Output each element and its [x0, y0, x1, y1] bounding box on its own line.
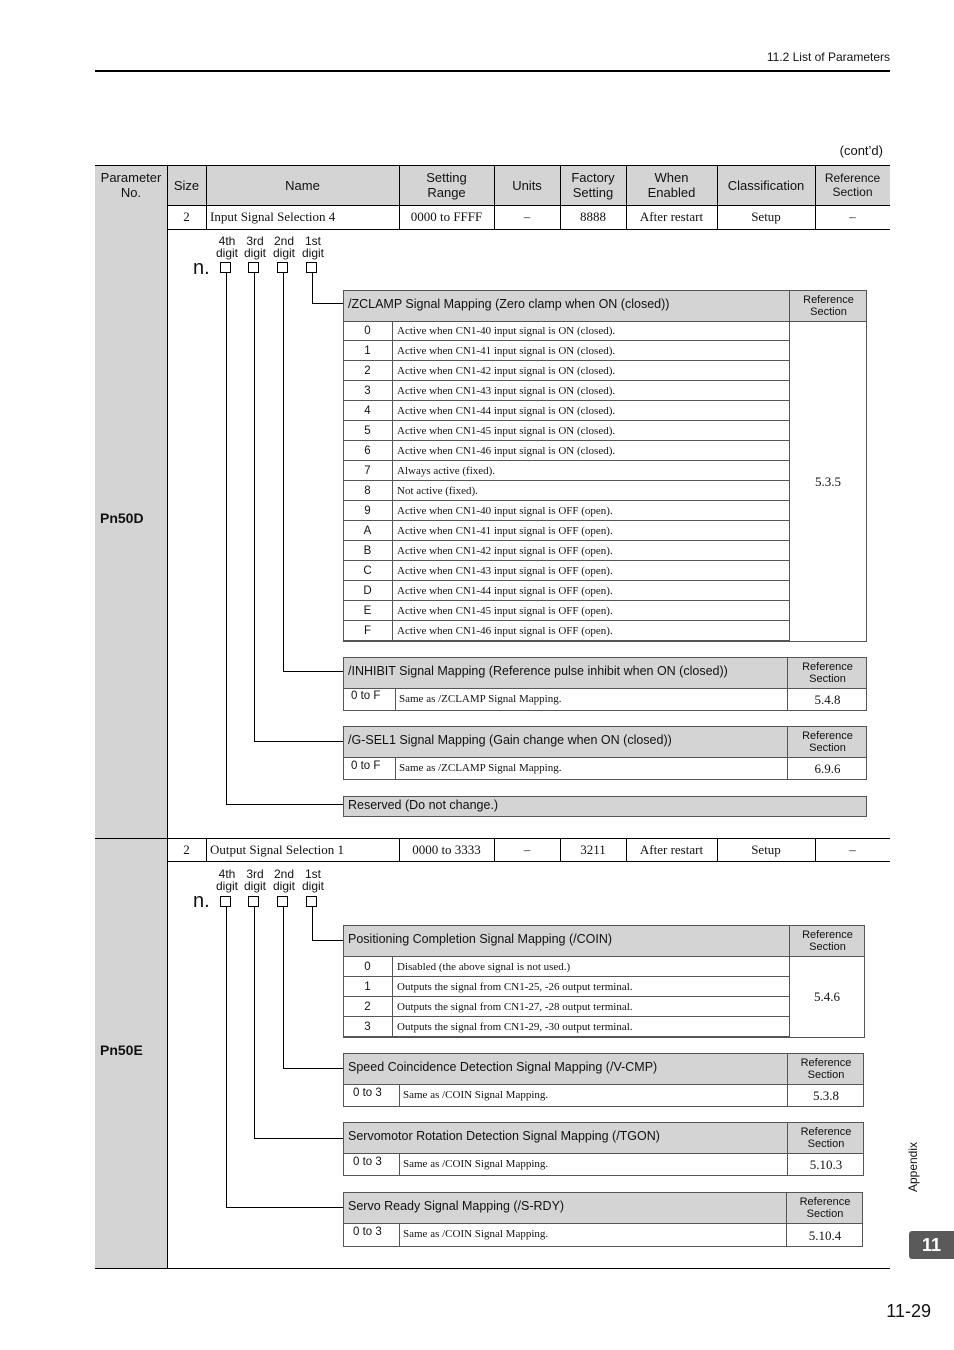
row-code: B	[343, 541, 393, 560]
coin-ref: 5.4.6	[814, 989, 840, 1004]
gsel-code: 0 to F	[351, 760, 381, 772]
tgon-title: Servomotor Rotation Detection Signal Mapping (/TGON)	[348, 1129, 660, 1143]
digit-box-1st	[306, 896, 317, 907]
tgon-ref-header: Reference Section	[800, 1126, 852, 1150]
row-code: D	[343, 581, 393, 600]
vcmp-ref-header: Reference Section	[800, 1057, 852, 1081]
digit-box-3rd	[248, 896, 259, 907]
digit-box-4th	[220, 262, 231, 273]
digit-box-4th	[220, 896, 231, 907]
row-text: Active when CN1-42 input signal is OFF (open).	[397, 544, 613, 557]
header-rule	[95, 70, 890, 72]
col-units: Units	[512, 177, 542, 193]
table-row	[343, 401, 790, 421]
param-id-pn50d: Pn50D	[100, 510, 144, 526]
row-text: Active when CN1-45 input signal is ON (closed).	[397, 424, 616, 437]
coin-ref-header: Reference Section	[802, 929, 853, 953]
digit-box-2nd	[277, 262, 288, 273]
row-text: Active when CN1-41 input signal is ON (closed).	[397, 344, 616, 357]
pn50d-classification: Setup	[751, 209, 781, 224]
row-code: F	[343, 621, 393, 640]
row-text: Active when CN1-43 input signal is OFF (open).	[397, 564, 613, 577]
col-enabled: When Enabled	[647, 170, 696, 200]
digit-label-1st: 1st digit	[301, 234, 324, 260]
inhibit-text: Same as /ZCLAMP Signal Mapping.	[399, 693, 562, 705]
row-text: Outputs the signal from CN1-27, -28 output terminal.	[397, 1000, 633, 1013]
table-row	[343, 521, 790, 541]
row-text: Always active (fixed).	[397, 464, 496, 477]
col-range: Setting Range	[426, 170, 467, 200]
pn50d-range: 0000 to FFFF	[410, 209, 483, 224]
zclamp-ref: 5.3.5	[815, 473, 841, 489]
reserved-label: Reserved (Do not change.)	[348, 798, 499, 812]
running-header: 11.2 List of Parameters	[766, 50, 890, 64]
row-code: 2	[343, 361, 393, 380]
table-row	[343, 441, 790, 461]
row-code: 2	[343, 997, 393, 1016]
table-row	[343, 481, 790, 501]
table-row	[343, 321, 790, 341]
digit-label-2nd: 2nd digit	[272, 234, 295, 260]
digit-box-3rd	[248, 262, 259, 273]
row-code: 1	[343, 977, 393, 996]
inhibit-ref-header: Reference Section	[802, 661, 853, 685]
pn50d-factory: 8888	[580, 209, 606, 224]
row-text: Active when CN1-42 input signal is ON (closed).	[397, 364, 616, 377]
pn50e-range: 0000 to 3333	[412, 841, 481, 857]
inhibit-ref: 5.4.8	[814, 692, 841, 707]
pn50e-classification: Setup	[751, 841, 781, 857]
pn50d-ref: –	[849, 209, 856, 224]
table-row	[343, 381, 790, 401]
coin-title: Positioning Completion Signal Mapping (/COIN)	[348, 932, 613, 946]
srdy-ref-header: Reference Section	[799, 1196, 851, 1220]
row-text: Disabled (the above signal is not used.)	[397, 960, 571, 973]
chapter-tab: 11	[909, 1231, 954, 1259]
table-row	[343, 421, 790, 441]
gsel-ref-header: Reference Section	[802, 730, 853, 754]
table-row	[343, 541, 790, 561]
row-code: 3	[343, 1017, 393, 1036]
inhibit-code: 0 to F	[351, 690, 381, 702]
digit-box-2nd	[277, 896, 288, 907]
col-ref: Reference Section	[824, 171, 881, 199]
digit-label-1st: 1st digit	[301, 867, 324, 893]
side-tab-label: Appendix	[906, 1141, 920, 1193]
row-code: 9	[343, 501, 393, 520]
table-row	[343, 461, 790, 481]
srdy-ref: 5.10.4	[808, 1227, 842, 1243]
pn50d-size: 2	[183, 209, 190, 224]
row-code: 6	[343, 441, 393, 460]
pn50e-size: 2	[183, 841, 190, 857]
row-code: 5	[343, 421, 393, 440]
pn50e-name: Output Signal Selection 1	[210, 841, 344, 857]
gsel-text: Same as /ZCLAMP Signal Mapping.	[399, 762, 562, 774]
zclamp-ref-header: Reference Section	[803, 294, 854, 318]
srdy-text: Same as /COIN Signal Mapping.	[403, 1228, 549, 1240]
table-row	[343, 561, 790, 581]
row-code: 1	[343, 341, 393, 360]
row-text: Active when CN1-40 input signal is OFF (open).	[397, 504, 613, 517]
row-text: Active when CN1-46 input signal is OFF (open).	[397, 624, 613, 637]
digit-label-3rd: 3rd digit	[243, 234, 266, 260]
col-classification: Classification	[727, 177, 805, 193]
row-text: Outputs the signal from CN1-25, -26 output terminal.	[397, 980, 633, 993]
row-text: Active when CN1-44 input signal is ON (closed).	[397, 404, 616, 417]
pn50d-units: –	[523, 209, 531, 224]
row-code: 3	[343, 381, 393, 400]
row-code: A	[343, 521, 393, 540]
row-text: Active when CN1-45 input signal is OFF (open).	[397, 604, 613, 617]
vcmp-text: Same as /COIN Signal Mapping.	[403, 1089, 549, 1101]
pn50e-enabled: After restart	[639, 841, 704, 857]
pn50d-name: Input Signal Selection 4	[210, 209, 336, 224]
digit-label-2nd: 2nd digit	[272, 867, 295, 893]
table-row	[343, 1017, 790, 1037]
row-text: Outputs the signal from CN1-29, -30 output terminal.	[397, 1020, 633, 1033]
vcmp-code: 0 to 3	[353, 1087, 382, 1099]
zclamp-title: /ZCLAMP Signal Mapping (Zero clamp when ON (closed))	[348, 297, 670, 311]
vcmp-title: Speed Coincidence Detection Signal Mapping (/V-CMP)	[348, 1060, 658, 1074]
tgon-code: 0 to 3	[353, 1156, 382, 1168]
gsel-ref: 6.9.6	[814, 761, 841, 776]
table-row	[343, 601, 790, 621]
tgon-text: Same as /COIN Signal Mapping.	[403, 1158, 549, 1170]
srdy-title: Servo Ready Signal Mapping (/S-RDY)	[348, 1199, 565, 1213]
table-row	[343, 997, 790, 1017]
col-param: Parameter No.	[100, 170, 162, 200]
srdy-code: 0 to 3	[353, 1226, 382, 1238]
table-row	[343, 361, 790, 381]
digit-label-4th: 4th digit	[215, 867, 238, 893]
row-text: Active when CN1-41 input signal is OFF (open).	[397, 524, 613, 537]
row-code: 7	[343, 461, 393, 480]
row-text: Active when CN1-40 input signal is ON (closed).	[397, 324, 616, 337]
contd-label: (cont’d)	[839, 143, 883, 158]
n-prefix: n.	[193, 257, 210, 279]
row-code: 4	[343, 401, 393, 420]
gsel-title: /G-SEL1 Signal Mapping (Gain change when ON (closed))	[348, 733, 672, 747]
col-name: Name	[285, 177, 320, 193]
row-code: C	[343, 561, 393, 580]
row-code: E	[343, 601, 393, 620]
table-row	[343, 341, 790, 361]
inhibit-title: /INHIBIT Signal Mapping (Reference pulse inhibit when ON (closed))	[348, 664, 728, 678]
col-size: Size	[173, 177, 200, 193]
vcmp-ref: 5.3.8	[813, 1088, 839, 1103]
n-prefix: n.	[193, 890, 210, 912]
pn50d-enabled: After restart	[639, 209, 704, 224]
row-code: 0	[343, 321, 393, 340]
row-text: Active when CN1-44 input signal is OFF (open).	[397, 584, 613, 597]
table-row	[343, 501, 790, 521]
col-factory: Factory Setting	[571, 170, 615, 200]
digit-label-3rd: 3rd digit	[243, 867, 266, 893]
pn50e-units: –	[523, 841, 531, 857]
table-row	[343, 621, 790, 641]
table-row	[343, 957, 790, 977]
tgon-ref: 5.10.3	[809, 1157, 843, 1172]
table-row	[343, 581, 790, 601]
row-text: Active when CN1-46 input signal is ON (closed).	[397, 444, 616, 457]
row-text: Active when CN1-43 input signal is ON (closed).	[397, 384, 616, 397]
page-number: 11-29	[886, 1301, 931, 1321]
pn50e-factory: 3211	[580, 841, 606, 857]
row-code: 8	[343, 481, 393, 500]
digit-box-1st	[306, 262, 317, 273]
row-code: 0	[343, 957, 393, 976]
pn50e-ref: –	[849, 841, 856, 857]
digit-label-4th: 4th digit	[215, 234, 238, 260]
param-id-pn50e: Pn50E	[100, 1042, 143, 1058]
table-row	[343, 977, 790, 997]
row-text: Not active (fixed).	[397, 484, 478, 497]
